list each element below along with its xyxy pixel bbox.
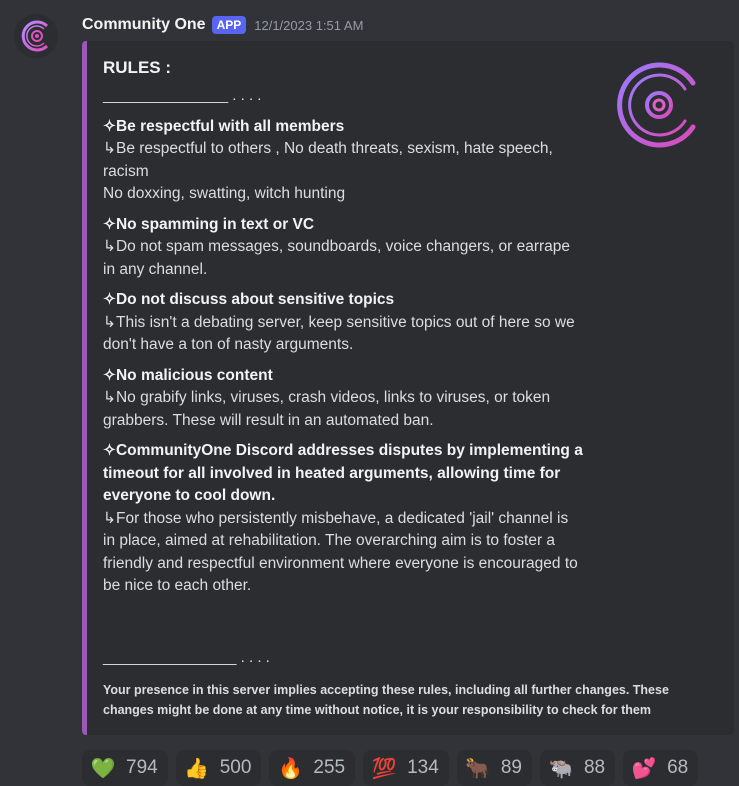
rule-body: ↳For those who persistently misbehave, a dedicated 'jail' channel is in place, aimed at rehabilitation. The overarching aim is to foster a friendly and respectful environment where everyone is encouraged to be nice to each other.	[103, 509, 578, 594]
rules-embed	[82, 41, 734, 735]
two-hearts-icon: 💕	[631, 757, 657, 780]
separator-bottom: ________________ . . . .	[103, 649, 270, 666]
timestamp[interactable]: 12/1/2023 1:51 AM	[254, 17, 364, 33]
ox-icon: 🐂	[465, 757, 491, 780]
rule-title: ✧CommunityOne Discord addresses disputes by implementing a timeout for all involved in heated arguments, allowing time for everyone to cool down.	[103, 442, 583, 504]
rule-title: ✧Do not discuss about sensitive topics	[103, 291, 395, 308]
rule-title: ✧No spamming in text or VC	[103, 215, 315, 233]
reaction-count: 794	[126, 757, 158, 778]
reaction-count: 500	[219, 757, 252, 778]
rule-body: No doxxing, swatting, witch hunting	[103, 185, 346, 202]
rule-item	[103, 116, 583, 206]
ox-face-icon: 🐃	[548, 757, 574, 780]
bot-avatar[interactable]	[14, 14, 58, 58]
reaction-button[interactable]	[623, 750, 698, 786]
rule-body: ↳Do not spam messages, soundboards, voice changers, or earrape in any channel.	[103, 238, 571, 278]
community-one-logo-icon	[14, 14, 58, 58]
username[interactable]: Community One	[82, 16, 206, 33]
rule-item	[103, 440, 583, 598]
rule-title: ✧No malicious content	[103, 366, 273, 384]
reaction-button[interactable]	[269, 750, 355, 786]
app-badge: APP	[212, 16, 247, 34]
reaction-count: 88	[583, 757, 606, 778]
message-header	[82, 12, 363, 38]
reaction-count: 255	[313, 757, 346, 778]
separator: _______________ . . . .	[103, 87, 262, 104]
rule-item	[103, 365, 583, 433]
reaction-count: 68	[667, 757, 689, 778]
rule-body: ↳This isn't a debating server, keep sensitive topics out of here so we don't have a ton of nasty arguments.	[103, 313, 575, 353]
reaction-button[interactable]	[457, 750, 532, 786]
rules-list	[103, 116, 583, 598]
hundred-points-icon: 💯	[371, 757, 397, 780]
community-one-thumbnail-icon[interactable]	[611, 57, 707, 153]
reaction-button[interactable]	[82, 750, 168, 786]
reaction-count: 89	[500, 757, 522, 778]
reaction-button[interactable]	[176, 750, 262, 786]
embed-description	[103, 57, 583, 598]
rule-item	[103, 289, 583, 357]
embed-footer: Your presence in this server implies accepting these rules, including all further changes. These changes might be done at any time without notice, it is your responsibility to check for them	[103, 683, 669, 717]
rule-body: ↳No grabify links, viruses, crash videos, links to viruses, or token grabbers. These will result in an automated ban.	[103, 389, 551, 429]
rule-title: ✧Be respectful with all members	[103, 117, 345, 135]
fire-icon: 🔥	[277, 757, 303, 780]
reaction-button[interactable]	[540, 750, 615, 786]
thumbs-up-icon: 👍	[184, 757, 210, 780]
rule-body: ↳Be respectful to others , No death threats, sexism, hate speech, racism	[103, 140, 553, 180]
reactions-bar	[82, 750, 698, 786]
reaction-button[interactable]	[363, 750, 449, 786]
green-heart-icon: 💚	[90, 757, 116, 780]
embed-title: RULES :	[103, 58, 171, 77]
reaction-count: 134	[407, 757, 439, 778]
rule-item	[103, 214, 583, 282]
